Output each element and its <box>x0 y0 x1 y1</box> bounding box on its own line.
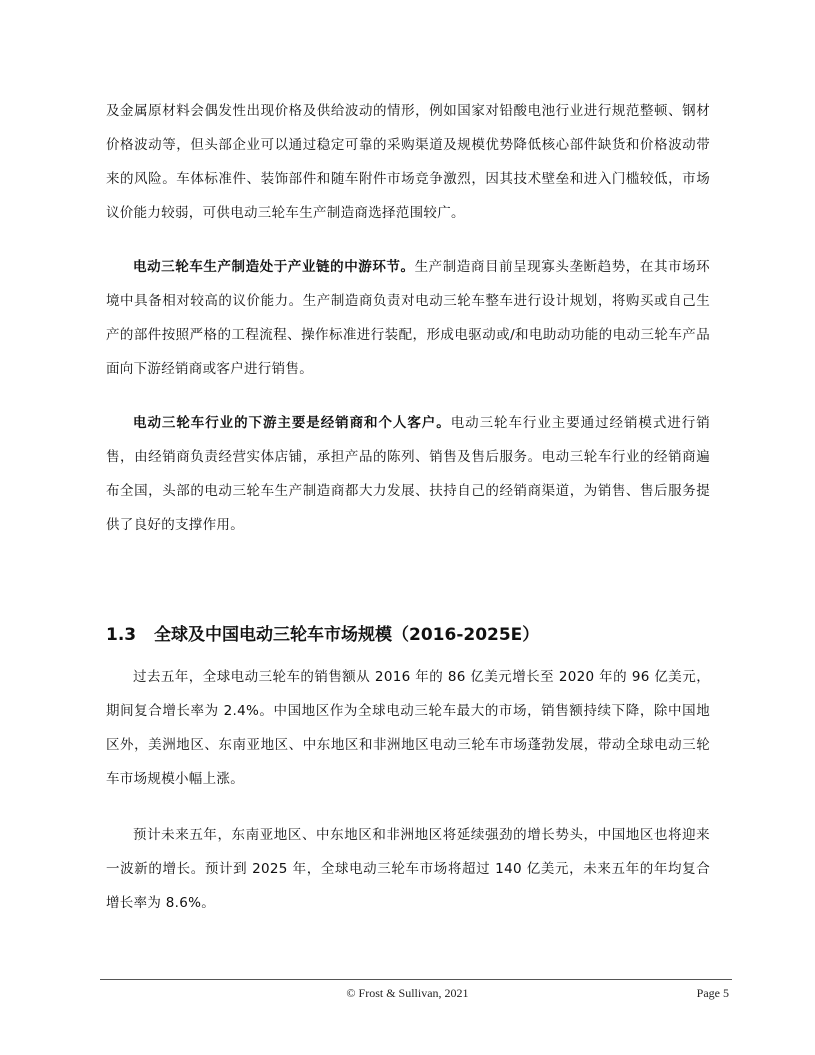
footer-divider <box>100 979 732 980</box>
paragraph-text <box>106 250 710 386</box>
paragraph-text <box>106 406 710 542</box>
section-number: 1.3 <box>106 625 137 645</box>
section-title: 全球及中国电动三轮车市场规模（2016-2025E） <box>154 625 540 645</box>
footer-copyright: © Frost & Sullivan, 2021 <box>346 986 469 1000</box>
paragraph-body: 电动三轮车行业主要通过经销模式进行销售，由经销商负责经营实体店铺，承担产品的陈列、销售及售后服务。电动三轮车行业的经销商遍布全国，头部的电动三轮车生产制造商都大力发展、扶持自己的经销商渠道，为销售、售后服务提供了良好的支撑作用。 <box>106 415 710 533</box>
paragraph-forecast <box>106 818 710 920</box>
footer-page-number: Page 5 <box>696 986 729 1000</box>
paragraph-past-five-years <box>106 660 710 796</box>
paragraph-upstream <box>106 94 710 230</box>
paragraph-text: 及金属原材料会偶发性出现价格及供给波动的情形，例如国家对铅酸电池行业进行规范整顿、钢材价格波动等，但头部企业可以通过稳定可靠的采购渠道及规模优势降低核心部件缺货和价格波动带来的风险。车体标准件、装饰部件和随车附件市场竞争激烈，因其技术壁垒和进入门槛较低，市场议价能力较弱，可供电动三轮车生产制造商选择范围较广。 <box>106 103 710 221</box>
section-heading <box>106 620 710 650</box>
paragraph-lead: 电动三轮车生产制造处于产业链的中游环节。 <box>133 259 415 275</box>
paragraph-text: 预计未来五年，东南亚地区、中东地区和非洲地区将延续强劲的增长势头，中国地区也将迎来一波新的增长。预计到 2025 年，全球电动三轮车市场将超过 140 亿美元，未来五年的年均复合增长率为 8.6%。 <box>106 827 710 911</box>
paragraph-body: 生产制造商目前呈现寡头垄断趋势，在其市场环境中具备相对较高的议价能力。生产制造商负责对电动三轮车整车进行设计规划，将购买或自己生产的部件按照严格的工程流程、操作标准进行装配，形成电驱动或/和电助动功能的电动三轮车产品面向下游经销商或客户进行销售。 <box>106 259 710 377</box>
paragraph-lead: 电动三轮车行业的下游主要是经销商和个人客户。 <box>133 415 451 431</box>
paragraph-text: 过去五年，全球电动三轮车的销售额从 2016 年的 86 亿美元增长至 2020 年的 96 亿美元，期间复合增长率为 2.4%。中国地区作为全球电动三轮车最大的市场，销售额持续下降，除中国地区外，美洲地区、东南亚地区、中东地区和非洲地区电动三轮车市场蓬勃发展，带动全球电动三轮车市场规模小幅上涨。 <box>106 669 710 787</box>
paragraph-downstream <box>106 406 710 542</box>
paragraph-midstream <box>106 250 710 386</box>
